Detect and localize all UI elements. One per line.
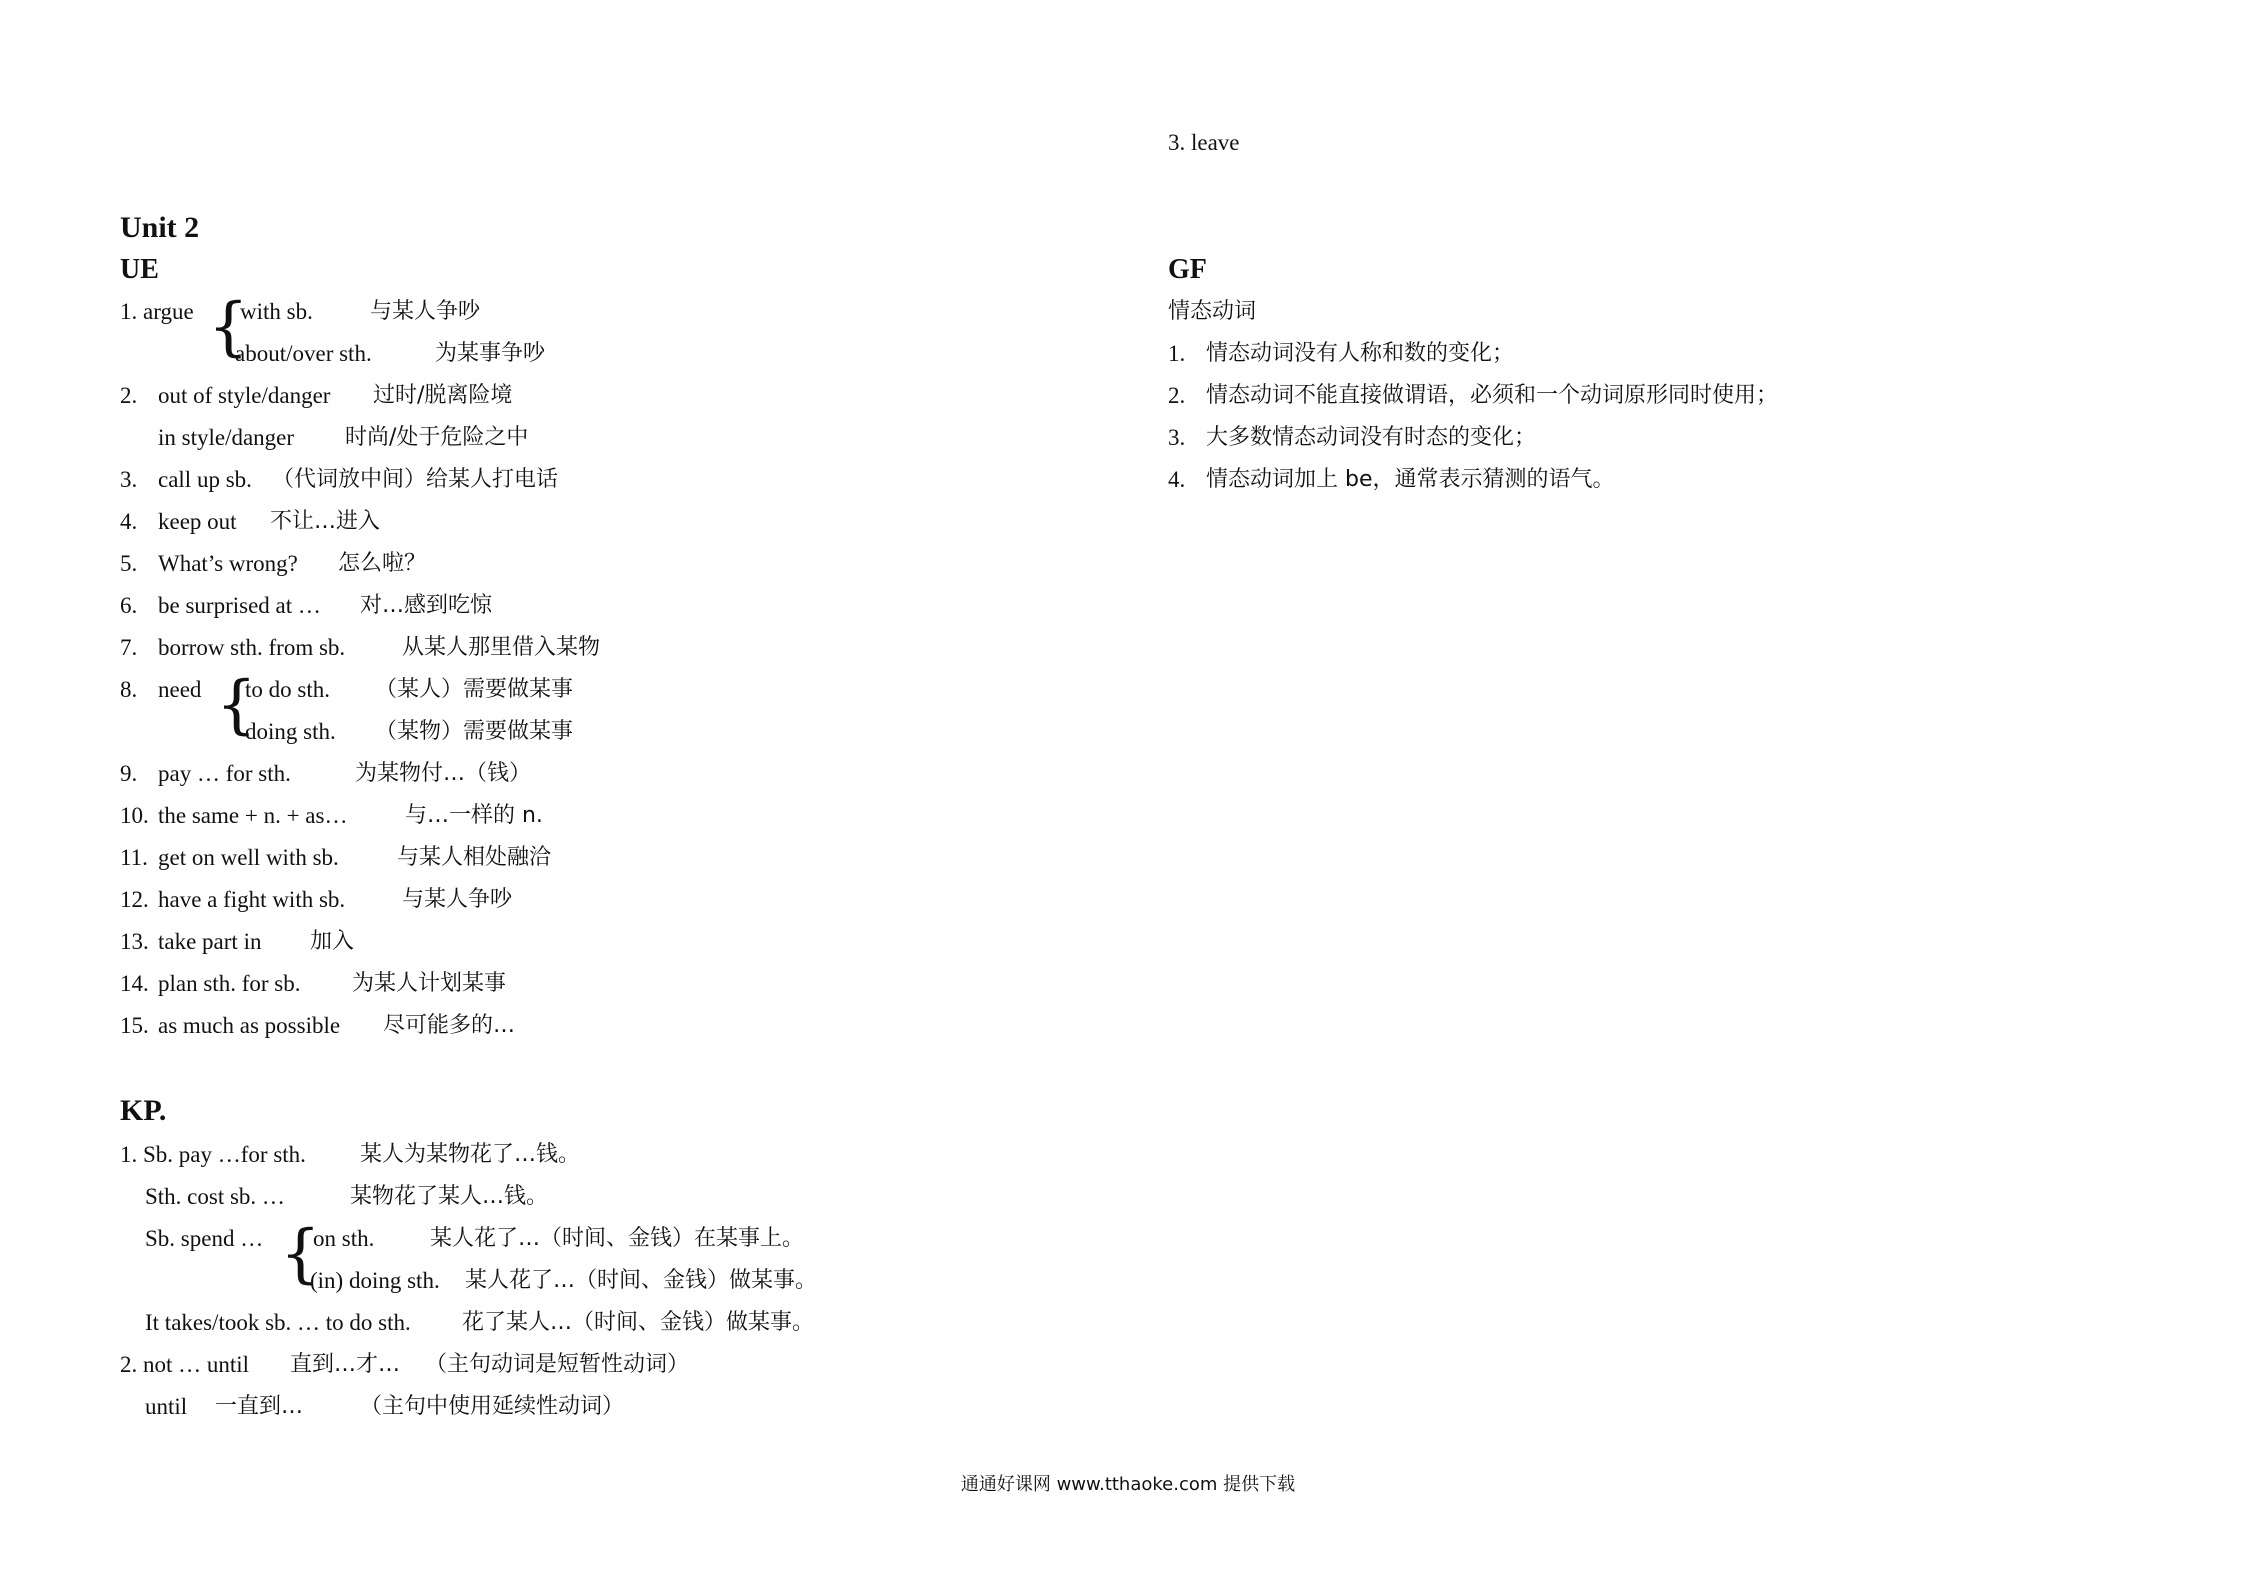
ue-item-number: 11. — [120, 845, 148, 870]
ue-item-cn: 对…感到吃惊 — [360, 593, 493, 618]
ue-item-cn: 加入 — [310, 929, 355, 954]
kp-item — [120, 1260, 1120, 1302]
kp-item-cn: 某人花了…（时间、金钱）做某事。 — [465, 1268, 818, 1293]
kp-item-en: It takes/took sb. … to do sth. — [145, 1310, 411, 1335]
ue-item-9 — [120, 753, 1120, 795]
ue-item-12 — [120, 879, 1120, 921]
ue-item-cn: 与某人争吵 — [370, 299, 481, 324]
kp-item — [120, 1176, 1120, 1218]
ue-item-cn: 与某人争吵 — [402, 887, 513, 912]
gf-item — [1168, 417, 2168, 459]
ue-item-number: 14. — [120, 971, 149, 996]
ue-item-en: to do sth. — [245, 677, 330, 702]
ue-item-8-sub — [120, 711, 1120, 753]
ue-item-number: 2. — [120, 383, 138, 408]
ue-item-6 — [120, 585, 1120, 627]
ue-item-number: 15. — [120, 1013, 149, 1038]
ue-item-cn: 时尚/处于危险之中 — [345, 425, 529, 450]
ue-item-4 — [120, 501, 1120, 543]
ue-item-cn: （某物）需要做某事 — [375, 719, 574, 744]
kp-item-cn: 一直到… — [215, 1394, 304, 1419]
gf-item-number: 3. — [1168, 425, 1186, 450]
ue-item-cn: 与某人相处融洽 — [397, 845, 552, 870]
gf-item-text: 情态动词不能直接做谓语，必须和一个动词原形同时使用； — [1206, 383, 1779, 408]
ue-item-en: in style/danger — [158, 425, 295, 450]
kp-item-cn: 直到…才… — [290, 1352, 401, 1377]
kp-item-cn: 某物花了某人…钱。 — [350, 1184, 549, 1209]
ue-item-number: 3. — [120, 467, 138, 492]
kp-item-en: 2. not … until — [120, 1352, 250, 1377]
ue-item-number: 7. — [120, 635, 138, 660]
kp-item-note: （主句动词是短暂性动词） — [425, 1352, 690, 1377]
unit-title: Unit 2 — [120, 211, 200, 244]
kp-item-cn: 某人花了…（时间、金钱）在某事上。 — [430, 1226, 805, 1251]
ue-heading: UE — [120, 254, 159, 285]
ue-item-en: doing sth. — [245, 719, 336, 744]
kp-section — [120, 1090, 1120, 1428]
ue-item-cn: 为某人计划某事 — [352, 971, 507, 996]
ue-item-en: take part in — [158, 929, 262, 954]
gf-subtitle-row — [1168, 291, 2168, 333]
ue-item-cn: 从某人那里借入某物 — [402, 635, 601, 660]
kp-item-en: (in) doing sth. — [310, 1268, 440, 1293]
kp-item-en: on sth. — [313, 1226, 375, 1251]
ue-item-en: be surprised at … — [158, 593, 321, 618]
ue-item-1-sub — [120, 333, 1120, 375]
ue-item-cn: 与…一样的 n. — [405, 803, 543, 828]
kp-item-en: Sb. spend … — [145, 1226, 264, 1251]
kp-item-cn: 某人为某物花了…钱。 — [360, 1142, 581, 1167]
ue-item-en: with sb. — [240, 299, 313, 324]
footer-text: 通通好课网 www.tthaoke.com 提供下载 — [960, 1474, 1296, 1495]
ue-item-number: 10. — [120, 803, 149, 828]
ue-item-13 — [120, 921, 1120, 963]
ue-item-2-sub — [120, 417, 1120, 459]
ue-item-en: out of style/danger — [158, 383, 331, 408]
gf-item — [1168, 459, 2168, 501]
ue-item-cn: 过时/脱离险境 — [373, 383, 513, 408]
ue-item-number: 4. — [120, 509, 138, 534]
ue-item-en: pay … for sth. — [158, 761, 291, 786]
ue-item-en: as much as possible — [158, 1013, 341, 1038]
kp-item-en: 1. Sb. pay …for sth. — [120, 1142, 306, 1167]
gf-item-number: 2. — [1168, 383, 1186, 408]
ue-item-en: about/over sth. — [235, 341, 372, 366]
ue-item-15 — [120, 1005, 1120, 1047]
kp-item — [120, 1386, 1120, 1428]
kp-item — [120, 1302, 1120, 1344]
ue-item-cn: 尽可能多的… — [383, 1013, 516, 1038]
gf-item-number: 1. — [1168, 341, 1186, 366]
gf-item-number: 4. — [1168, 467, 1186, 492]
ue-item-en: the same + n. + as… — [158, 803, 348, 828]
ue-item-number: 8. — [120, 677, 138, 702]
kp-item-en: until — [145, 1394, 188, 1419]
ue-item-2 — [120, 375, 1120, 417]
ue-item-en: get on well with sb. — [158, 845, 339, 870]
ue-item-cn: 怎么啦？ — [338, 551, 427, 576]
curly-brace-icon: { — [208, 290, 249, 364]
gf-item — [1168, 375, 2168, 417]
gf-item-text: 情态动词加上 be，通常表示猜测的语气。 — [1206, 467, 1615, 492]
ue-item-number: 6. — [120, 593, 138, 618]
right-column — [1168, 249, 2168, 501]
ue-item-en: borrow sth. from sb. — [158, 635, 346, 660]
curly-brace-icon: { — [280, 1217, 321, 1291]
gf-item-text: 情态动词没有人称和数的变化； — [1206, 341, 1515, 366]
gf-heading: GF — [1168, 254, 1207, 285]
kp-heading: KP. — [120, 1094, 167, 1127]
ue-item-11 — [120, 837, 1120, 879]
kp-item-en: Sth. cost sb. … — [145, 1184, 285, 1209]
curly-brace-icon: { — [216, 668, 257, 742]
ue-item-en: plan sth. for sb. — [158, 971, 301, 996]
gf-item — [1168, 333, 2168, 375]
page-footer — [0, 1470, 2256, 1496]
kp-item — [120, 1134, 1120, 1176]
kp-item-cn: 花了某人…（时间、金钱）做某事。 — [462, 1310, 815, 1335]
left-column — [120, 207, 1120, 1047]
ue-item-14 — [120, 963, 1120, 1005]
ue-item-cn: 为某物付…（钱） — [355, 761, 532, 786]
ue-item-5 — [120, 543, 1120, 585]
gf-subtitle: 情态动词 — [1168, 299, 1257, 324]
ue-item-number: 5. — [120, 551, 138, 576]
ue-item-number: 1. argue — [120, 299, 194, 324]
ue-item-cn: 为某事争吵 — [435, 341, 546, 366]
ue-item-number: 12. — [120, 887, 149, 912]
ue-item-10 — [120, 795, 1120, 837]
ue-item-7 — [120, 627, 1120, 669]
right-top-item: 3. leave — [1168, 130, 1240, 155]
ue-item-3 — [120, 459, 1120, 501]
ue-item-en: have a fight with sb. — [158, 887, 346, 912]
kp-item-note: （主句中使用延续性动词） — [360, 1394, 625, 1419]
kp-item — [120, 1344, 1120, 1386]
ue-item-number: 9. — [120, 761, 138, 786]
ue-item-en: What’s wrong? — [158, 551, 298, 576]
ue-item-number: 13. — [120, 929, 149, 954]
ue-item-cn: （某人）需要做某事 — [375, 677, 574, 702]
ue-item-cn: （代词放中间）给某人打电话 — [272, 467, 559, 492]
ue-item-cn: 不让…进入 — [270, 509, 381, 534]
ue-item-en: keep out — [158, 509, 237, 534]
ue-item-en: need — [158, 677, 202, 702]
gf-item-text: 大多数情态动词没有时态的变化； — [1206, 425, 1537, 450]
ue-item-en: call up sb. — [158, 467, 252, 492]
